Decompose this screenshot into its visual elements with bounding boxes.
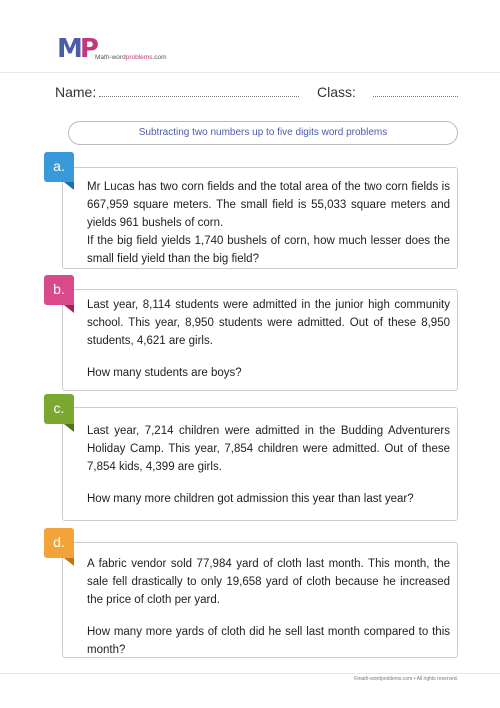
- site-logo: [57, 36, 192, 70]
- class-label: Class:: [317, 84, 356, 100]
- copyright-footer: ©math-wordproblems.com • All rights reserved.: [353, 676, 458, 682]
- worksheet-title: Subtracting two numbers up to five digits word problems: [68, 121, 458, 145]
- problem-d-text-1: A fabric vendor sold 77,984 yard of cloth last month. This month, the sale fell drastically to only 19,658 yard of cloth because he increased the price of cloth per yard.: [87, 558, 450, 606]
- problem-b-text-2: How many students are boys?: [87, 367, 242, 379]
- logo-mark: MP: [57, 34, 96, 64]
- class-field[interactable]: [373, 96, 458, 97]
- problem-a-tag: a.: [44, 152, 74, 182]
- logo-site-name: Math-wordproblems.com: [95, 54, 167, 61]
- header-divider: [0, 72, 500, 73]
- name-label: Name:: [55, 84, 97, 100]
- name-class-row: [55, 84, 460, 104]
- problem-a-box: [62, 167, 458, 269]
- problem-c-text-2: How many more children got admission this year than last year?: [87, 493, 414, 505]
- problem-b-box: [62, 289, 458, 391]
- footer-divider: [0, 673, 500, 674]
- problem-c-tag: c.: [44, 394, 74, 424]
- problem-b-tag: b.: [44, 275, 74, 305]
- problem-d-text-2: How many more yards of cloth did he sell last month compared to this month?: [87, 626, 450, 656]
- problem-b-text-1: Last year, 8,114 students were admitted in the junior high community school. This year, 8,950 students were admitted. Out of these 8,950 students, 4,621 are girls.: [87, 299, 450, 347]
- problem-a-text-2: If the big field yields 1,740 bushels of corn, how much lesser does the small field yield than the big field?: [87, 235, 450, 265]
- problem-a-text-1: Mr Lucas has two corn fields and the total area of the two corn fields is 667,959 square meters. The small field is 55,033 square meters and yields 961 bushels of corn.: [87, 181, 450, 229]
- name-field[interactable]: [99, 96, 299, 97]
- problem-c-box: [62, 407, 458, 521]
- problem-d-box: [62, 542, 458, 658]
- problem-c-text-1: Last year, 7,214 children were admitted in the Budding Adventurers Holiday Camp. This year, 7,854 children were admitted. Out of these 7,854 kids, 4,399 are girls.: [87, 425, 450, 473]
- problem-d-tag: d.: [44, 528, 74, 558]
